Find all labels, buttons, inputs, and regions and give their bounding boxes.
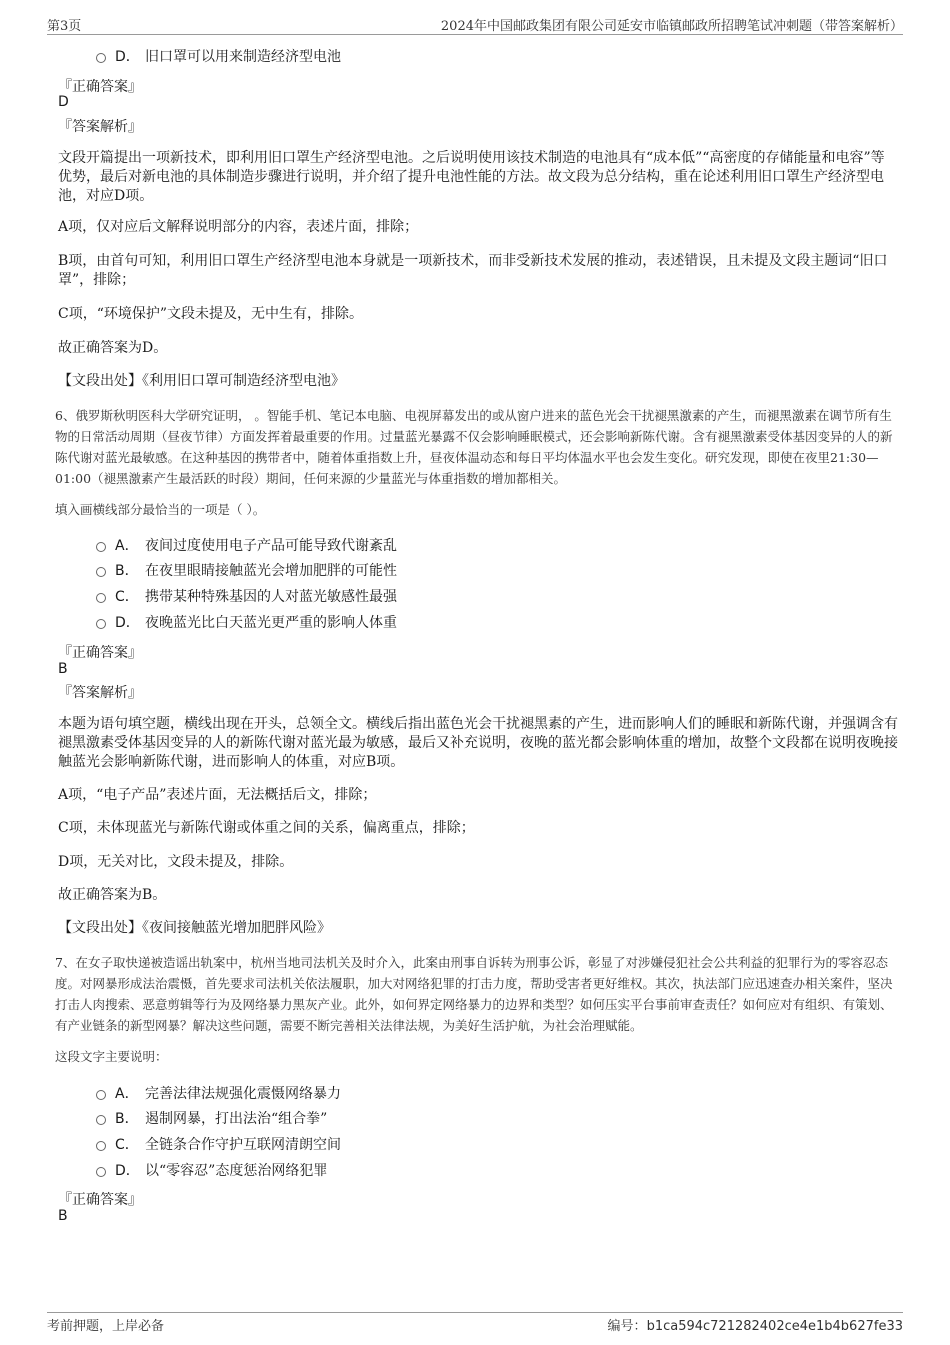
q5-answer-label: 『正确答案』 [58, 79, 142, 95]
q6-source: 【文段出处】《夜间接触蓝光增加肥胖风险》 [58, 920, 331, 936]
q5-option-d[interactable]: D． 旧口罩可以用来制造经济型电池 [96, 48, 341, 66]
document-code: 编号：b1ca594c721282402ce4e1b4b627fe33 [607, 1319, 903, 1334]
radio-icon[interactable] [96, 593, 106, 603]
q5-analysis-paragraph: A项，仅对应后文解释说明部分的内容，表述片面，排除； [58, 219, 419, 235]
q7-option-b[interactable]: B． 遏制网暴，打出法治“组合拳” [96, 1110, 327, 1128]
q7-option-c[interactable]: C． 全链条合作守护互联网清朗空间 [96, 1136, 341, 1154]
radio-icon[interactable] [96, 567, 106, 577]
q6-analysis-paragraph: 故正确答案为B。 [58, 887, 167, 903]
q7-option-a[interactable]: A． 完善法律法规强化震慑网络暴力 [96, 1085, 341, 1103]
q5-analysis-paragraph: B项，由首句可知，利用旧口罩生产经济型电池本身就是一项新技术，而非受新技术发展的推动，表述错误，且未提及文段主题词“旧口罩”，排除； [58, 253, 888, 288]
q5-analysis-label: 『答案解析』 [58, 119, 142, 135]
q6-stem: 6、俄罗斯秋明医科大学研究证明， 。智能手机、笔记本电脑、电视屏幕发出的或从窗户进来的蓝色光会干扰褪黑激素的产生，而褪黑激素在调节所有生物的日常活动周期（昼夜节律）方面发挥着最重要的作用。过量蓝光暴露不仅会影响睡眠模式，还会影响新陈代谢。含有褪黑激素受体基因变异的人的新陈代谢对蓝光最敏感。在这种基因的携带者中，随着体重指数上升，昼夜体温动态和每日平均体温水平也会发生变化。研究发现，即使在夜里21:30—01:00（褪黑激素产生最活跃的时段）期间，任何来源的少量蓝光与体重指数的增加都相关。 [55, 408, 893, 486]
page-number: 第3页 [47, 19, 82, 34]
radio-icon[interactable] [96, 1141, 106, 1151]
q6-analysis-paragraph: 本题为语句填空题，横线出现在开头，总领全文。横线后指出蓝色光会干扰褪黑素的产生，进而影响人们的睡眠和新陈代谢，并强调含有褪黑激素受体基因变异的人的新陈代谢对蓝光最为敏感，最后又补充说明，夜晚的蓝光都会影响体重的增加，故整个文段都在说明夜晚接触蓝光会影响新陈代谢，进而影响人的体重，对应B项。 [58, 716, 898, 770]
q7-answer: B [58, 1208, 68, 1224]
radio-icon[interactable] [96, 619, 106, 629]
page-header [47, 15, 903, 35]
q6-option-d[interactable]: D． 夜晚蓝光比白天蓝光更严重的影响人体重 [96, 614, 397, 632]
document-title: 2024年中国邮政集团有限公司延安市临镇邮政所招聘笔试冲刺题（带答案解析） [440, 19, 903, 34]
radio-icon[interactable] [96, 1115, 106, 1125]
q6-answer: B [58, 661, 68, 677]
q5-analysis-paragraph: 文段开篇提出一项新技术，即利用旧口罩生产经济型电池。之后说明使用该技术制造的电池具有“成本低”“高密度的存储能量和电容”等优势，最后对新电池的具体制造步骤进行说明，并介绍了提升电池性能的方法。故文段为总分结构，重在论述利用旧口罩生产经济型电池，对应D项。 [58, 150, 885, 204]
q5-answer: D [58, 94, 69, 110]
q7-prompt: 这段文字主要说明： [55, 1049, 168, 1064]
footer-slogan: 考前押题，上岸必备 [47, 1319, 165, 1334]
q6-analysis-label: 『答案解析』 [58, 685, 142, 701]
q6-answer-label: 『正确答案』 [58, 645, 142, 661]
page-footer [47, 1312, 903, 1333]
q5-analysis-paragraph: C项，“环境保护”文段未提及，无中生有，排除。 [58, 306, 364, 322]
q6-option-a[interactable]: A． 夜间过度使用电子产品可能导致代谢紊乱 [96, 537, 397, 555]
radio-icon[interactable] [96, 1090, 106, 1100]
q6-analysis-paragraph: C项，未体现蓝光与新陈代谢或体重之间的关系，偏离重点，排除； [58, 820, 475, 836]
radio-icon[interactable] [96, 542, 106, 552]
q6-prompt: 填入画横线部分最恰当的一项是（ ）。 [55, 502, 266, 517]
q6-option-b[interactable]: B． 在夜里眼睛接触蓝光会增加肥胖的可能性 [96, 562, 397, 580]
q5-analysis-paragraph: 故正确答案为D。 [58, 340, 168, 356]
q7-answer-label: 『正确答案』 [58, 1192, 142, 1208]
q7-stem: 7、在女子取快递被造谣出轨案中，杭州当地司法机关及时介入，此案由刑事自诉转为刑事公诉，彰显了对涉嫌侵犯社会公共利益的犯罪行为的零容忍态度。对网暴形成法治震慑，首先要求司法机关依法履职，加大对网络犯罪的打击力度，帮助受害者更好维权。其次，执法部门应迅速查办相关案件，坚决打击人肉搜索、恶意剪辑等行为及网络暴力黑灰产业。此外，如何界定网络暴力的边界和类型？如何压实平台事前审查责任？如何应对有组织、有策划、有产业链条的新型网暴？解决这些问题，需要不断完善相关法律法规，为美好生活护航，为社会治理赋能。 [55, 955, 893, 1033]
q6-analysis-paragraph: A项，“电子产品”表述片面，无法概括后文，排除； [58, 787, 377, 803]
q6-option-c[interactable]: C． 携带某种特殊基因的人对蓝光敏感性最强 [96, 588, 397, 606]
radio-icon[interactable] [96, 1167, 106, 1177]
q7-option-d[interactable]: D． 以“零容忍”态度惩治网络犯罪 [96, 1162, 327, 1180]
radio-icon[interactable] [96, 53, 106, 63]
q6-analysis-paragraph: D项，无关对比，文段未提及，排除。 [58, 854, 294, 870]
q5-source: 【文段出处】《利用旧口罩可制造经济型电池》 [58, 373, 345, 389]
